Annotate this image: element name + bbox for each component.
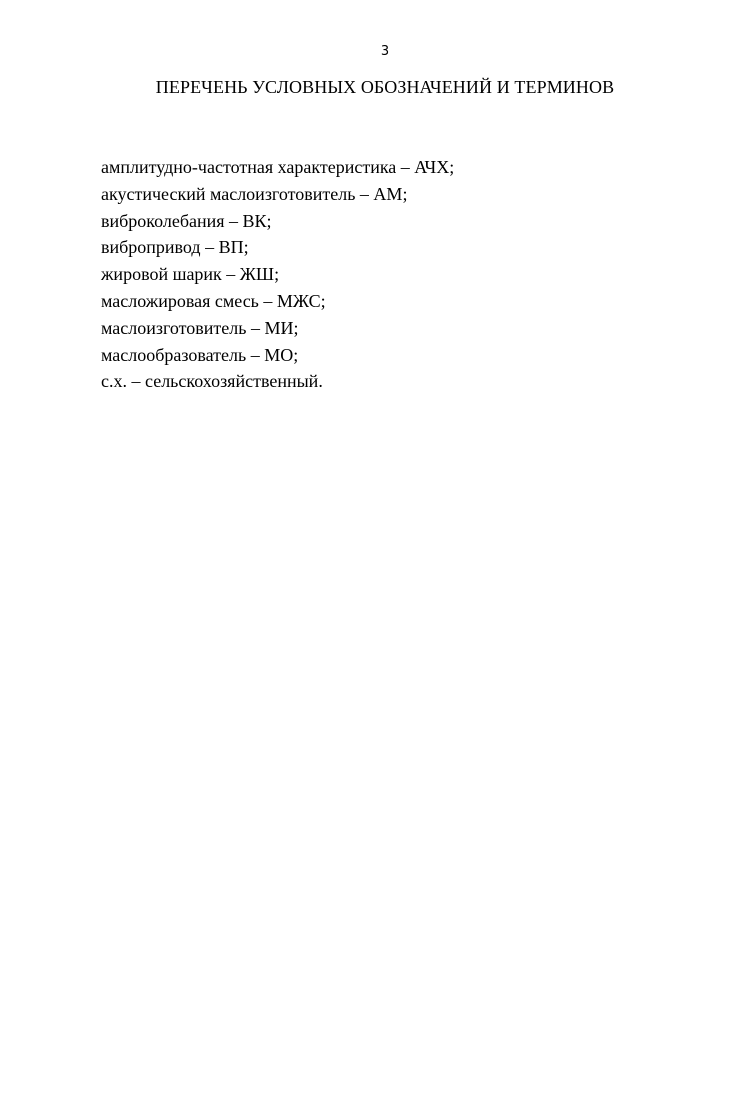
term-item: маслоизготовитель – МИ;	[101, 317, 299, 338]
term-item: виброколебания – ВК;	[101, 210, 272, 231]
terms-list	[101, 154, 454, 395]
term-item: жировой шарик – ЖШ;	[101, 264, 280, 285]
term-item: амплитудно-частотная характеристика – АЧХ;	[101, 157, 455, 177]
term-item: маслообразователь – МО;	[101, 344, 299, 365]
page-number: 3	[380, 44, 390, 59]
page-title: ПЕРЕЧЕНЬ УСЛОВНЫХ ОБОЗНАЧЕНИЙ И ТЕРМИНОВ	[155, 77, 615, 97]
term-item: с.х. – сельскохозяйственный.	[101, 371, 323, 392]
term-item: вибропривод – ВП;	[101, 237, 249, 258]
term-item: масложировая смесь – МЖС;	[101, 290, 326, 311]
term-item: акустический маслоизготовитель – АМ;	[101, 183, 408, 204]
